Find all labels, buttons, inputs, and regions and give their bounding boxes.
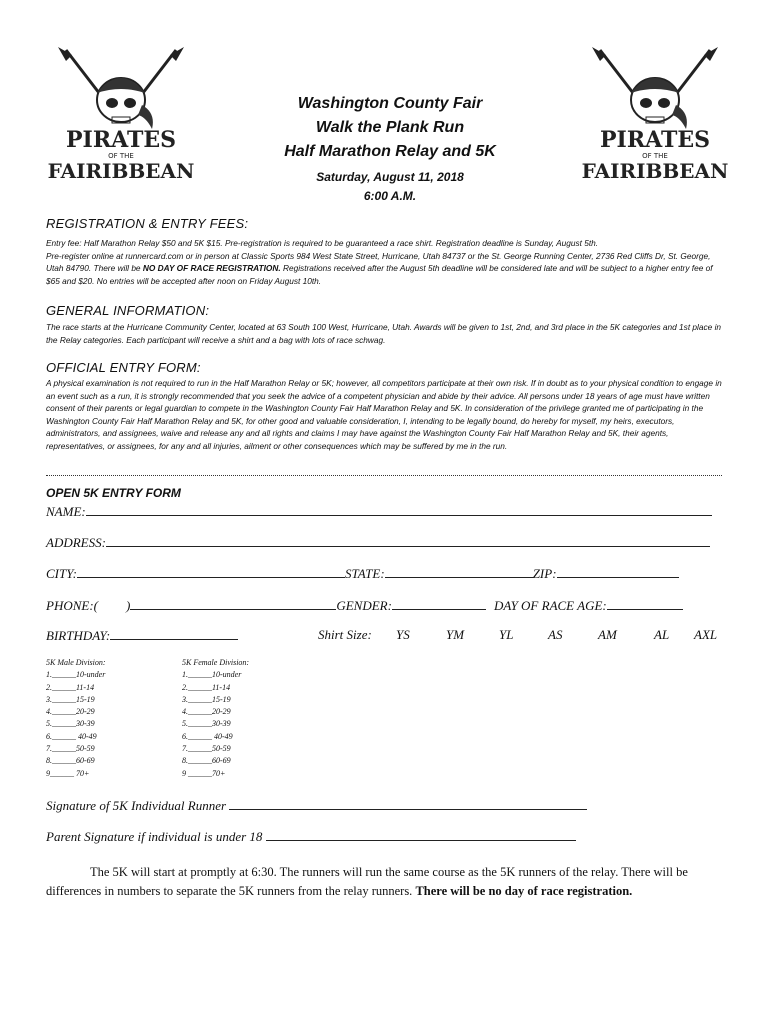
list-item[interactable]: 1.______10-under xyxy=(182,670,242,680)
parent-signature-field[interactable] xyxy=(266,828,576,841)
logo-text-mid: OF THE xyxy=(108,152,134,160)
name-field[interactable] xyxy=(86,503,712,516)
runner-signature-label: Signature of 5K Individual Runner xyxy=(46,798,227,813)
address-field[interactable] xyxy=(106,534,710,547)
skull-crossed-swords-icon xyxy=(580,45,730,185)
list-item[interactable]: 5.______30-39 xyxy=(46,719,95,729)
shirt-size-label: Shirt Size: xyxy=(318,627,372,642)
entry-form-title: OPEN 5K ENTRY FORM xyxy=(46,486,181,500)
logo-text-top: PIRATES xyxy=(65,127,177,153)
registration-heading: REGISTRATION & ENTRY FEES: xyxy=(46,216,249,231)
list-item[interactable]: 8.______60-69 xyxy=(46,756,95,766)
address-row xyxy=(46,534,710,551)
official-entry-section xyxy=(46,360,726,452)
female-division-list xyxy=(182,657,249,780)
runner-signature-field[interactable] xyxy=(229,797,587,810)
logo-text-mid: OF THE xyxy=(642,152,668,160)
logo-text-top: PIRATES xyxy=(599,127,711,153)
list-item[interactable]: 5.______30-39 xyxy=(182,719,231,729)
state-field[interactable] xyxy=(385,565,533,578)
event-title-race: Half Marathon Relay and 5K xyxy=(284,143,496,160)
logo-text-bottom: FAIRIBBEAN xyxy=(581,159,729,183)
name-row xyxy=(46,503,712,520)
shirt-size-axl[interactable]: AXL xyxy=(694,627,718,642)
list-item[interactable]: 1.______10-under xyxy=(46,670,106,680)
general-information-section xyxy=(46,303,726,346)
event-title-fair: Washington County Fair xyxy=(297,95,483,112)
city-field[interactable] xyxy=(77,565,345,578)
phone-paren-close: ) xyxy=(126,598,131,613)
parent-signature-row xyxy=(46,828,576,845)
female-division-title: 5K Female Division: xyxy=(182,658,250,667)
event-title-block xyxy=(230,92,550,206)
city-state-zip-row xyxy=(46,565,679,582)
registration-fees-text: Entry fee: Half Marathon Relay $50 and 5K $15. Pre-registration is required to be guaranteed a race shirt. Registration deadline is Sunday, August 5th. xyxy=(46,238,599,248)
shirt-size-ys[interactable]: YS xyxy=(396,627,410,642)
phone-field[interactable] xyxy=(130,597,336,610)
list-item[interactable]: 7.______50-59 xyxy=(46,744,95,754)
list-item[interactable]: 2.______11-14 xyxy=(46,682,95,692)
list-item[interactable]: 3.______15-19 xyxy=(46,694,95,704)
skull-crossed-swords-icon xyxy=(46,45,196,185)
no-day-of-race-registration: NO DAY OF RACE REGISTRATION. xyxy=(142,263,281,273)
shirt-size-ym[interactable]: YM xyxy=(446,627,465,642)
list-item[interactable]: 8.______60-69 xyxy=(182,756,231,766)
event-time: 6:00 A.M. xyxy=(363,189,417,203)
city-label: CITY: xyxy=(46,566,77,581)
list-item[interactable]: 3.______15-19 xyxy=(182,694,231,704)
shirt-size-al[interactable]: AL xyxy=(654,627,670,642)
pirates-logo-left xyxy=(46,45,196,185)
registration-details-text xyxy=(46,250,726,288)
birthday-label: BIRTHDAY: xyxy=(46,628,111,643)
male-division-title: 5K Male Division: xyxy=(46,658,106,667)
gender-field[interactable] xyxy=(392,597,486,610)
shirt-size-am[interactable]: AM xyxy=(598,627,617,642)
list-item[interactable]: 4.______20-29 xyxy=(182,707,231,717)
registration-section xyxy=(46,216,726,287)
zip-field[interactable] xyxy=(557,565,679,578)
logo-text-bottom: FAIRIBBEAN xyxy=(47,159,195,183)
official-heading: OFFICIAL ENTRY FORM: xyxy=(46,360,201,375)
male-division-list xyxy=(46,657,106,780)
registration-late-text: Registrations received after the August 5th deadline will be considered late and will be subject to a higher entry fee of $65 and $20. No entries will be accepted after noon on Friday August 10th. xyxy=(46,263,713,286)
age-field[interactable] xyxy=(607,597,683,610)
address-label: ADDRESS: xyxy=(46,535,106,550)
birthday-row xyxy=(46,627,238,644)
state-label: STATE: xyxy=(344,566,385,581)
closing-text: The 5K will start at promptly at 6:30. The runners will run the same course as the 5K runners of the relay. There will be differences in numbers to separate the 5K runners from the relay runners. xyxy=(46,865,688,898)
registration-where-text: Pre-register online at runnercard.com or in person at Classic Sports 984 West State Street, Hurricane, Utah 84737 or the St. George Running Center, 2736 Red Cliffs Dr, St. George, Utah 84790. There will be xyxy=(46,250,711,273)
birthday-field[interactable] xyxy=(110,627,238,640)
name-label: NAME: xyxy=(46,504,86,519)
age-label: DAY OF RACE AGE: xyxy=(493,598,607,613)
phone-gender-age-row xyxy=(46,597,683,614)
shirt-size-as[interactable]: AS xyxy=(548,627,563,642)
dotted-separator xyxy=(46,475,722,476)
general-body: The race starts at the Hurricane Community Center, located at 63 South 100 West, Hurricane, Utah. Awards will be given to 1st, 2nd, and 3rd place in the 5K categories and 1st place in the Relay categories. Each participant will receive a shirt and a bag with lots of race schwag. xyxy=(46,322,722,345)
shirt-size-yl[interactable]: YL xyxy=(499,627,514,642)
list-item[interactable]: 7.______50-59 xyxy=(182,744,231,754)
list-item[interactable]: 2.______11-14 xyxy=(182,682,231,692)
runner-signature-row xyxy=(46,797,587,814)
list-item[interactable]: 6.______ 40-49 xyxy=(46,731,97,741)
list-item[interactable]: 4.______20-29 xyxy=(46,707,95,717)
event-title-run: Walk the Plank Run xyxy=(315,119,465,136)
zip-label: ZIP: xyxy=(532,566,557,581)
event-date: Saturday, August 11, 2018 xyxy=(316,170,464,184)
pirates-logo-right xyxy=(580,45,730,185)
list-item[interactable]: 6.______ 40-49 xyxy=(182,731,233,741)
parent-signature-label: Parent Signature if individual is under 18 xyxy=(46,829,263,844)
phone-label: PHONE:( xyxy=(46,598,98,613)
gender-label: GENDER: xyxy=(336,598,392,613)
list-item[interactable]: 9______ 70+ xyxy=(46,768,90,778)
closing-bold-text: There will be no day of race registration. xyxy=(415,884,633,898)
general-heading: GENERAL INFORMATION: xyxy=(46,303,210,318)
official-waiver-text: A physical examination is not required to run in the Half Marathon Relay or 5K; however, all competitors participate at their own risk. If in doubt as to your physical condition to engage in an event such as a run, it is strongly recommended that you seek the advice of a competent physician and abide by their advice. All persons under 18 years of age must have written consent of their parents or legal guardian to compete in the Washington County Fair Half Marathon Relay and 5K. In consideration of the privilege granted me of participating in the Washington County Fair Half Marathon Relay and 5K, for other good and valuable consideration, I, intending to be legally bound, do hereby for myself, my heirs, executors, administrators, and assignees, waive and release any and all rights and claims I may have against the Washington County Fair Half Marathon Relay and 5K, their agents, representatives, or assignees, for any and all injuries, ailment or other consequences which may be suffered by me in the run. xyxy=(46,378,722,451)
closing-paragraph xyxy=(46,863,722,901)
list-item[interactable]: 9 ______70+ xyxy=(182,768,226,778)
